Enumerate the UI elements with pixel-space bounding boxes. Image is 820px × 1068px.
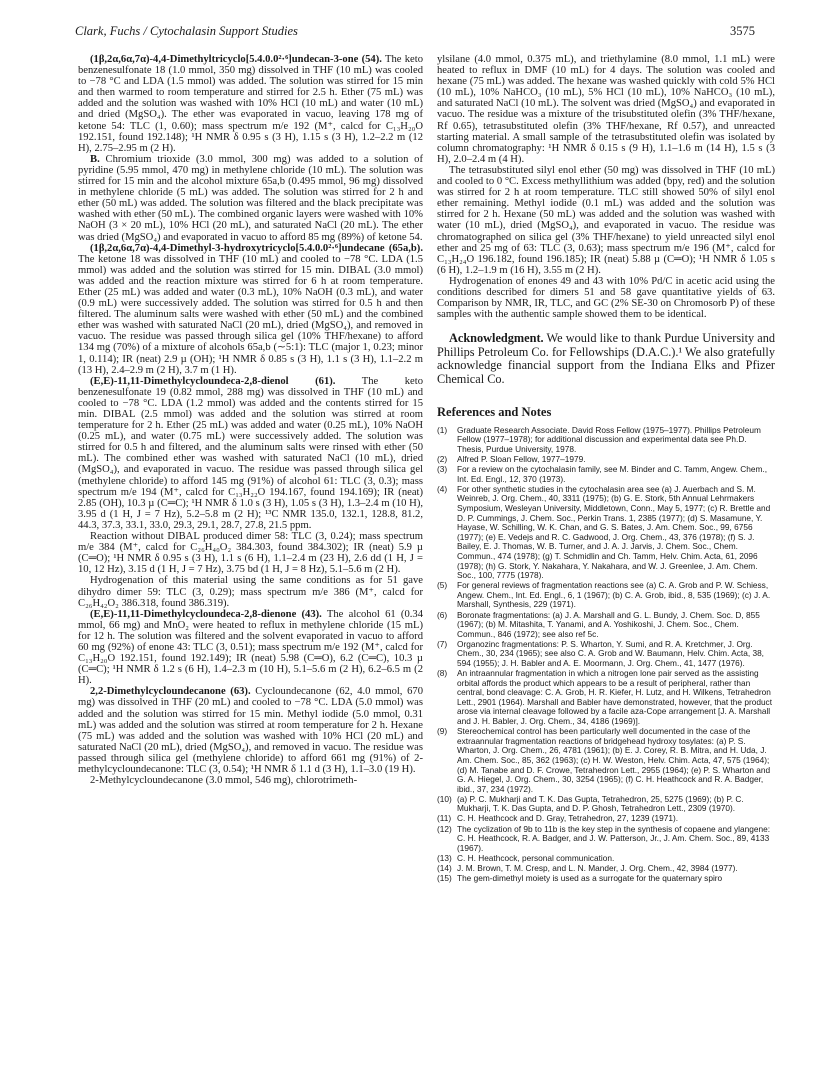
page-number: 3575 — [730, 24, 755, 38]
reference-item — [437, 426, 775, 455]
reference-text: For general reviews of fragmentation reactions see (a) C. A. Grob and P. W. Schiess, Angew. Chem., Int. Ed. Engl., 6, 1 (1967); (b) C. A. Grob, ibid., 8, 535 (1969); (c) J. A. Marshall, Synthesis, 229 (1971). — [457, 580, 771, 610]
acknowledgment-heading: Acknowledgment. — [449, 331, 544, 346]
experimental-paragraph — [437, 165, 775, 276]
reference-text: The gem-dimethyl moiety is used as a surrogate for the quaternary spiro — [457, 873, 723, 884]
reference-number: (15) — [437, 873, 452, 884]
paragraph-text: Reaction without DIBAL produced dimer 58: TLC (3, 0.24); mass spectrum m/e 384 (M⁺, calcd for C₂₆H₄₀O₂ 384.303, found 384.302); IR (neat) 5.9 µ (C═O); ¹H NMR δ 0.95 s (3 H), 1.1 s (6 H), 1.1–2.4 m (23 H), 2.6 dd (1 H, J = 10, 12 Hz), 3.15 d (1 H, J = 7 Hz), 3.75 bd (1 H, J = 8 Hz), 5.1–5.6 m (2 H). — [78, 531, 423, 576]
reference-text: Organozinc fragmentations: P. S. Wharton, Y. Sumi, and R. A. Kretchmer, J. Org. Chem., 30, 234 (1965); see also C. A. Grob and W. Baumann, Helv. Chim. Acta, 38, 594 (1955); J. H. Babler and A. E. Moormann, J. Org. Chem., 41, 1477 (1976). — [457, 638, 764, 668]
paragraph-text: The ketone 18 was dissolved in THF (10 mL) and cooled to −78 °C. LDA (1.5 mmol) was added and the solution was stirred for 15 min. DIBAL (3.0 mmol) was added and the reaction mixture was stirred for 6 h at room temperature. Ether (25 mL) was added and water (0.3 mL), 10% NaOH (0.3 mL), and water (0.9 mL) were successively added. The solution was stirred for 0.5 h and then filtered. The aluminum salts were washed with ether (50 mL) and the combined ether was washed with saturated NaCl (20 mL), dried (MgSO₄), and removed in vacuo. The residue was passed through silica gel (10% THF/hexane) to afford 134 mg (70%) of a mixture of alcohols 65a,b (∼5:1): TLC (major 1, 0.23; minor 1, 0.114); IR (neat) 2.9 µ (OH); ¹H NMR δ 0.85 s (3 H), 1.1 s (3 H), 1.1–2.2 m (13 H), 2.4–2.9 m (2 H), 3.7 m (1 H). — [78, 253, 423, 376]
acknowledgment-text: We would like to thank Purdue University and Phillips Petroleum Co. for Fellowships (D.A.C.).¹ We also gratefully acknowledge financial support from the Indiana Elks and Pfizer Chemical Co. — [437, 331, 776, 387]
reference-item — [437, 669, 775, 727]
reference-text: For a review on the cytochalasin family, see M. Binder and C. Tamm, Angew. Chem., Int. Ed. Engl., 12, 370 (1973). — [457, 464, 768, 484]
reference-text: J. M. Brown, T. M. Cresp, and L. N. Mander, J. Org. Chem., 42, 3984 (1977). — [457, 862, 738, 873]
reference-number: (13) — [437, 852, 452, 863]
reference-number: (5) — [437, 580, 448, 591]
experimental-paragraph — [78, 775, 423, 786]
reference-text: Graduate Research Associate. David Ross Fellow (1975–1977). Phillips Petroleum Fellow (1977–1978); for additional discussion and experimental data see Ph.D. Thesis, Purdue University, 1978. — [457, 424, 761, 454]
reference-item — [437, 611, 775, 640]
reference-number: (7) — [437, 638, 448, 649]
reference-number: (3) — [437, 464, 448, 475]
reference-number: (2) — [437, 454, 448, 464]
reference-number: (11) — [437, 813, 452, 824]
reference-text: For other synthetic studies in the cytochalasin area see (a) J. Auerbach and S. M. Weinreb, J. Org. Chem., 40, 3311 (1975); (b) G. E. Stork, 5th Annual Lehrmakers Symposium, Wesleyan University, Middletown, Conn., May 5, 1977; (c) R. Brettle and D. P. Cummings, J. Chem. Soc., Perkin Trans. 1, 2385 (1977); (d) S. Masamune, Y. Hayase, W. Schilling, W. K. Chan, and G. S. Bates, J. Am. Chem. Soc., 99, 6756 (1977); (e) E. Vedejs and R. C. Gadwood, J. Org. Chem., 43, 376 (1978); (f) S. J. Bailey, E. J. Thomas, W. B. Turner, and J. A. J. Jarvis, J. Chem. Soc., Chem. Commun., 474 (1978); (g) T. Schmidlin and Ch. Tamm, Helv. Chim. Acta, 61, 2096 (1978); (h) G. Stork, Y. Nakahara, Y. Nakahara, and W. J. Greenlee, J. Am. Chem. Soc., 100, 7775 (1978). — [457, 483, 771, 581]
compound-heading: B. — [90, 153, 100, 165]
references-heading: References and Notes — [437, 404, 552, 419]
reference-number: (8) — [437, 668, 448, 679]
paragraph-text: 2-Methylcycloundecanone (3.0 mmol, 546 mg), chlorotrimeth- — [90, 775, 358, 787]
reference-item — [437, 465, 775, 484]
reference-item — [437, 485, 775, 581]
reference-item — [437, 795, 775, 814]
experimental-paragraph — [78, 243, 423, 376]
running-title: Clark, Fuchs / Cytochalasin Support Studies — [75, 24, 298, 38]
left-column — [78, 54, 423, 786]
reference-text: C. H. Heathcock, personal communication. — [457, 852, 615, 863]
paragraph-text: ylsilane (4.0 mmol, 0.375 mL), and triethylamine (8.0 mmol, 1.1 mL) were heated to reflux in DMF (10 mL) for 4 days. The solution was cooled and hexane (75 mL) was added. The hexane was washed quickly with cold 5% HCl (10 mL), 10% NaHCO₃ (10 mL), 5% HCl (10 mL), 10% NaHCO₃ (10 mL), and saturated NaCl (10 mL). The solvent was dried (MgSO₄) and evaporated in vacuo. The residue was a mixture of the trisubstituted olefin (3% THF/hexane, Rf 0.65), tetrasubstituted olefin (3% THF/hexane, Rf 0.57), and unreacted starting material. A small sample of the tetrasubstituted olefin was isolated by column chromatography: ¹H NMR δ 0.15 s (9 H), 1.1–1.6 m (14 H), 1.5 s (3 H), 2.0–2.4 m (4 H). — [437, 54, 775, 165]
paragraph-text: Cycloundecanone (62, 4.0 mmol, 670 mg) was dissolved in THF (20 mL) and cooled to −78 °C. LDA (5.0 mmol) was added and the solution was stirred for 15 min. Methyl iodide (5.0 mmol, 0.31 mL) was added and the solution was stirred at room temperature for 2 h. Hexane (75 mL) was added and the solution was washed with 10% HCl (20 mL) and saturated NaCl (20 mL), dried (MgSO₄), and removed in vacuo. The residue was passed through silica gel (methylene chloride) to afford 661 mg (91%) of 2-methylcycloundecanone: TLC (3, 0.54); ¹H NMR δ 1.1 d (3 H), 1.1–3.0 (19 H). — [78, 686, 423, 775]
reference-text: C. H. Heathcock and D. Gray, Tetrahedron, 27, 1239 (1971). — [457, 813, 679, 824]
compound-heading: (1β,2α,6α,7α)-4,4-Dimethyl-3-hydroxytricyclo[5.4.0.0²·⁶]undecane (65a,b). — [90, 242, 423, 254]
reference-number: (10) — [437, 793, 452, 804]
experimental-paragraph — [437, 276, 775, 320]
reference-item — [437, 581, 775, 610]
reference-text: The cyclization of 9b to 11b is the key step in the synthesis of copaene and ylangene: C. H. Heathcock, R. A. Badger, and J. W. Patterson, Jr., J. Am. Chem. Soc., 89, 4133 (1967). — [457, 823, 771, 853]
reference-number: (4) — [437, 483, 448, 494]
paragraph-text: Hydrogenation of this material using the same conditions as for 51 gave dihydro dimer 59: TLC (3, 0.29); mass spectrum m/e 386 (M⁺, calcd for C₂₆H₄₂O₂ 386.318, found 386.319). — [78, 575, 423, 609]
reference-number: (1) — [437, 424, 448, 435]
compound-heading: (1β,2α,6α,7α)-4,4-Dimethyltricyclo[5.4.0.0²·⁶]undecan-3-one (54). — [90, 54, 382, 65]
reference-text: Boronate fragmentations: (a) J. A. Marshall and G. L. Bundy, J. Chem. Soc. D, 855 (1967); (b) M. Mitashita, T. Yanami, and A. Yoshikoshi, J. Chem. Soc., Chem. Commun., 846 (1972); see also ref 5c. — [457, 609, 760, 639]
paragraph-text: The alcohol 61 (0.34 mmol, 66 mg) and MnO₂ were heated to reflux in methylene chloride (15 mL) for 12 h. The solution was filtered and the solvent evaporated in vacuo to afford 60 mg (92%) of enone 43: TLC (3, 0.51); mass spectrum m/e 192 (M⁺, calcd for C₁₃H₂₀O 192.151, found 192.149); IR (neat) 5.98 (C═O), 6.2 (C═C), 10.3 µ (C═C); ¹H NMR δ 1.2 s (6 H), 1.4–2.3 m (10 H), 5.1–5.6 m (2 H), 6.2–6.5 m (2 H). — [78, 608, 423, 687]
experimental-paragraph — [78, 609, 423, 687]
reference-item — [437, 874, 775, 884]
reference-number: (12) — [437, 823, 452, 834]
acknowledgment — [437, 332, 775, 386]
paragraph-text: The tetrasubstituted silyl enol ether (50 mg) was dissolved in THF (10 mL) and cooled to 0 °C. Excess methyllithium was added (bpy, red) and the solution was stirred for 2 h at room temperature. TLC still showed 50% of silyl enol ether remaining. Methyl iodide (0.1 mL) was added and the solution was stirred for 2 h. Hexane (50 mL) was added and the solution was washed with water (10 mL), dried (MgSO₄), and evaporated in vacuo. The residue was chromatographed on silica gel (3% THF/hexane) to yield unreacted silyl enol ether and 25 mg of 63: TLC (3, 0.63); mass spectrum m/e 196 (M⁺, calcd for C₁₃H₂₄O 196.182, found 196.185); IR (neat) 5.88 µ (C═O); ¹H NMR δ 1.05 s (6 H), 1.2–1.9 m (16 H), 3.55 m (2 H). — [437, 164, 775, 276]
reference-item — [437, 727, 775, 794]
reference-text: Alfred P. Sloan Fellow, 1977–1979. — [457, 454, 586, 464]
reference-number: (14) — [437, 862, 452, 873]
experimental-paragraph — [78, 531, 423, 575]
paragraph-text: Chromium trioxide (3.0 mmol, 300 mg) was added to a solution of pyridine (5.95 mmol, 470 mg) in methylene chloride (10 mL). The solution was stirred for 15 min and the alcohol mixture 65a,b (0.495 mmol, 96 mg) dissolved in methylene chloride (5 mL) was added. The solution was stirred for 2 h and ether (50 mL) was added. The solution was filtered and the black precipitate was washed with ether (50 mL). The combined organic layers were washed with 10% NaOH (3 × 20 mL), 10% HCl (20 mL), and saturated NaCl (20 mL). The ether was dried (MgSO₄) and evaporated in vacuo to afford 85 mg (89%) of ketone 54. — [78, 153, 423, 243]
reference-text: Stereochemical control has been particularly well documented in the case of the extraannular fragmentation reactions of bridgehead hydroxy tosylates: (a) P. S. Wharton, J. Org. Chem., 26, 4781 (1961); (b) E. J. Corey, R. B. Mitra, and H. Uda, J. Am. Chem. Soc., 85, 362 (1963); (c) H. W. Weston, Helv. Chim. Acta, 47, 575 (1964); (d) M. Tanabe and D. F. Crowe, Tetrahedron Lett., 2955 (1964); (e) P. S. Wharton and G. A. Hiegel, J. Org. Chem., 30, 3254 (1965); (f) C. H. Heathcock and R. A. Badger, ibid., 37, 234 (1972). — [457, 726, 771, 794]
running-header — [75, 24, 755, 44]
paragraph-text: Hydrogenation of enones 49 and 43 with 10% Pd/C in acetic acid using the conditions described for dimers 51 and 58 gave quantitative yields of 63. Comparison by NMR, IR, TLC, and GC (2% SE-30 on Chromosorb P) of these samples with the authentic sample showed them to be identical. — [437, 275, 775, 321]
experimental-paragraph — [78, 54, 423, 154]
reference-number: (9) — [437, 726, 448, 737]
paragraph-text: The keto benzenesulfonate 19 (0.82 mmol, 288 mg) was dissolved in THF (10 mL) and cooled to −78 °C. LDA (1.2 mmol) was added and the contents stirred for 15 min. DIBAL (2.5 mmol) was added and the solution was stirred at room temperature for 2 h. Ether (25 mL) was added and water (0.25 mL), 10% NaOH (0.25 mL), and water (0.75 mL) were successively added. The solution was stirred for 0.5 h and filtered, and the aluminum salts were rinsed with ether (50 mL). The combined ether was washed with saturated NaCl (10 mL), dried (MgSO₄), and evaporated in vacuo. The residue was passed through silica gel (methylene chloride) to afford 145 mg (91%) of alcohol 61: TLC (3, 0.3); mass spectrum m/e 194 (M⁺, calcd for C₁₃H₂₂O 194.167, found 194.169); IR (neat) 2.85 (OH), 10.3 µ (C═C); ¹H NMR δ 1.0 s (3 H), 1.05 s (3 H), 1.3–2.4 m (10 H), 3.95 d (1 H, J = 7 Hz), 5.2–5.8 m (2 H); ¹³C NMR 135.0, 132.1, 128.8, 81.2, 44.3, 37.3, 33.1, 33.0, 29.3, 29.1, 28.7, 27.8, 21.5 ppm. — [78, 375, 423, 531]
reference-text: An intraannular fragmentation in which a nitrogen lone pair served as the assisting orbital affords the product which appears to be a result of peripheral, rather than central, bond cleavage: C. A. Grob, H. R. Kiefer, H. Lutz, and H. Wilkens, Tetrahedron Lett., 2901 (1964). Marshall and Babler have demonstrated, however, that the product arose via internal cleavage followed by a facile aza-Cope arrangement [J. A. Marshall and J. H. Babler, J. Org. Chem., 34, 4186 (1969)]. — [457, 668, 773, 727]
reference-number: (6) — [437, 609, 448, 620]
compound-heading: 2,2-Dimethylcycloundecanone (63). — [90, 686, 251, 698]
paragraph-text: The keto benzenesulfonate 18 (1.0 mmol, 350 mg) dissolved in THF (10 mL) was cooled to −78 °C and LDA (1.5 mmol) was added. The solution was stirred for 15 min and then warmed to room temperature and stirred for 2.5 h. Ether (75 mL) was added and the solution was washed with 10% HCl (10 mL) and water (10 mL) and dried (MgSO₄). The ether was evaporated in vacuo, leaving 178 mg of ketone 54: TLC (1, 0.60); mass spectrum m/e 192 (M⁺, calcd for C₁₃H₂₀O 192.151, found 192.148); ¹H NMR δ 0.95 s (3 H), 1.15 s (3 H), 1.2–2.2 m (12 H), 2.75–2.95 m (2 H). — [78, 54, 424, 154]
right-column — [437, 54, 775, 884]
compound-heading: (E,E)-11,11-Dimethylcycloundeca-2,8-dienol (61). — [90, 375, 336, 387]
compound-heading: (E,E)-11,11-Dimethylcycloundeca-2,8-dienone (43). — [90, 608, 322, 620]
reference-item — [437, 640, 775, 669]
reference-item — [437, 825, 775, 854]
experimental-paragraph — [78, 154, 423, 243]
experimental-paragraph — [437, 54, 775, 165]
references-list — [437, 426, 775, 884]
experimental-paragraph — [78, 376, 423, 531]
experimental-paragraph — [78, 686, 423, 775]
reference-text: (a) P. C. Mukharji and T. K. Das Gupta, Tetrahedron, 25, 5275 (1969); (b) P. C. Mukharji, T. K. Das Gupta, and D. P. Ghosh, Tetrahedron Lett., 2309 (1970). — [457, 793, 744, 814]
experimental-paragraph — [78, 575, 423, 608]
